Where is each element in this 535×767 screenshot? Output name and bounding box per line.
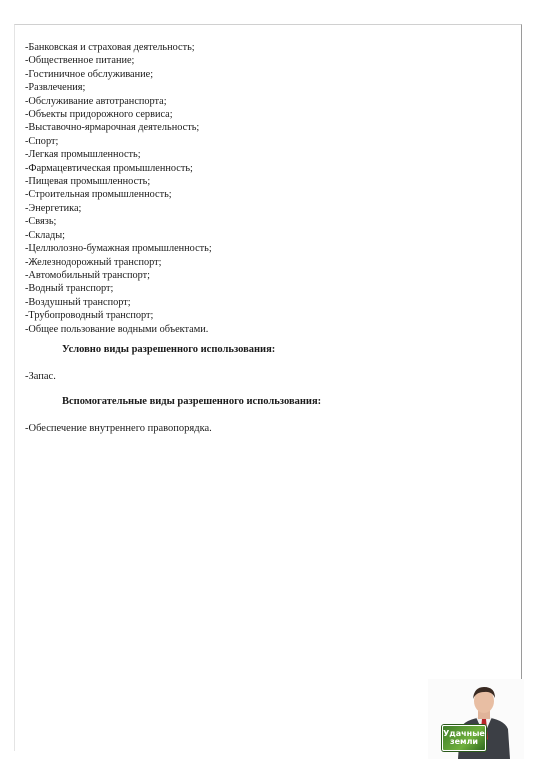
list-item: -Общее пользование водными объектами. bbox=[25, 323, 209, 335]
brand-logo bbox=[428, 679, 524, 759]
logo-text-line1: Удачные bbox=[443, 729, 485, 738]
list-item: -Железнодорожный транспорт; bbox=[25, 256, 162, 268]
list-item: -Связь; bbox=[25, 216, 57, 228]
list-item: -Спорт; bbox=[25, 135, 59, 147]
list-item: -Водный транспорт; bbox=[25, 283, 114, 295]
list-item: -Пищевая промышленность; bbox=[25, 176, 151, 188]
list-item: -Трубопроводный транспорт; bbox=[25, 310, 154, 322]
list-item: -Общественное питание; bbox=[25, 55, 135, 67]
list-item: -Фармацевтическая промышленность; bbox=[25, 162, 193, 174]
list-item: -Строительная промышленность; bbox=[25, 189, 172, 201]
permitted-uses-list bbox=[25, 41, 212, 336]
auxiliary-uses-heading: Вспомогательные виды разрешенного использования: bbox=[62, 396, 322, 407]
list-item: -Объекты придорожного сервиса; bbox=[25, 109, 173, 121]
auxiliary-use-item: -Обеспечение внутреннего правопорядка. bbox=[25, 423, 212, 434]
list-item: -Склады; bbox=[25, 229, 66, 241]
list-item: -Развлечения; bbox=[25, 82, 86, 94]
list-item: -Гостиничное обслуживание; bbox=[25, 68, 154, 80]
list-item: -Обслуживание автотранспорта; bbox=[25, 95, 167, 107]
logo-badge bbox=[442, 725, 486, 751]
list-item: -Выставочно-ярмарочная деятельность; bbox=[25, 122, 200, 134]
list-item: -Воздушный транспорт; bbox=[25, 296, 131, 308]
list-item: -Банковская и страховая деятельность; bbox=[25, 42, 195, 53]
logo-text-line2: земли bbox=[449, 737, 479, 746]
conditional-uses-heading: Условно виды разрешенного использования: bbox=[62, 344, 276, 355]
conditional-use-item: -Запас. bbox=[25, 371, 56, 382]
list-item: -Энергетика; bbox=[25, 202, 82, 214]
list-item: -Легкая промышленность; bbox=[25, 149, 141, 161]
list-item: -Автомобильный транспорт; bbox=[25, 269, 151, 281]
list-item: -Целлюлозно-бумажная промышленность; bbox=[25, 243, 212, 255]
